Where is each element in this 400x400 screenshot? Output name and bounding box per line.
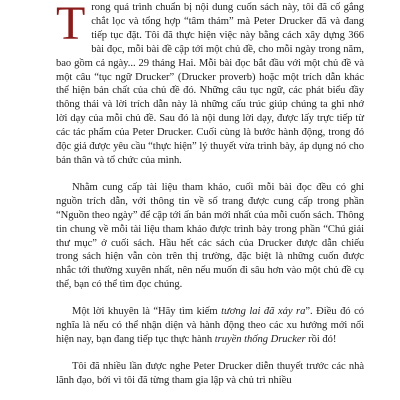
paragraph-3-italic-b: truyền thống Drucker bbox=[214, 333, 306, 345]
paragraph-3-text-c: rồi đó! bbox=[305, 333, 337, 345]
drop-cap: T bbox=[56, 0, 86, 50]
paragraph-1 bbox=[56, 1, 364, 168]
paragraph-1-text: rong quá trình chuẩn bị nội dung cuốn sách này, tôi đã cố gắng chắt lọc và tổng hợp “tâm thảm” mà Peter Drucker đã và đang tiếp tục đặt. Tôi đã thực hiện việc này bằng cách xây dựng 366 bài đọc, mỗi bài đề cập tới một chủ đề, cho mỗi ngày trong năm, bao gồm cả ngày... 29 tháng Hai. Mỗi bài đọc bắt đầu với một chủ đề và một câu “tục ngữ Drucker” (Drucker proverb) hoặc một trích dẫn khác thể hiện bản chất của chủ đề đó. Những câu tục ngữ, các phát biểu đầy thông thái và lời trích dẫn này là những cấu trúc giúp chúng ta ghi nhớ lời dạy của mỗi chủ đề. Sau đó là nội dung lời dạy, được lấy trực tiếp từ các tác phẩm của Peter Drucker. Cuối cùng là bước hành động, trong đó độc giả được yêu cầu “thực hiện” lý thuyết vừa trình bày, áp dụng nó cho bản thân và tổ chức của mình. bbox=[56, 2, 364, 166]
paragraph-2: Nhằm cung cấp tài liệu tham khảo, cuối mỗi bài đọc đều có ghi nguồn trích dẫn, với thông tin về số trang được cung cấp trong phần “Nguồn theo ngày” để cập tới ấn bản mới nhất của mỗi cuốn sách. Thông tin chung về mỗi tài liệu tham khảo được trình bày trong phần “Chú giải thư mục” ở cuối sách. Hầu hết các sách của Drucker được dẫn chiếu trong sách hiện vẫn còn trên thị trường, đặc biệt là những cuốn được nhắc tới thường xuyên nhất, nên nếu muốn đi sâu hơn vào một chủ đề cụ thể, bạn có thể tìm đọc chúng. bbox=[56, 181, 364, 291]
paragraph-3-text-a: Một lời khuyên là “Hãy tìm kiếm bbox=[72, 306, 222, 318]
paragraph-3-italic-a: tương lai đã xảy ra bbox=[221, 306, 306, 318]
paragraph-3 bbox=[56, 305, 364, 347]
paragraph-3-text-b: ”. Điều đó có nghĩa là nếu có thể nhận diện và hành động theo các xu hướng mới nổi hiện nay, bạn đang tiếp tục thực hành bbox=[56, 306, 364, 345]
paragraph-4: Tôi đã nhiều lần được nghe Peter Drucker diễn thuyết trước các nhà lãnh đạo, bởi vì tôi đã từng tham gia lập và chủ trì nhiều bbox=[56, 360, 364, 386]
